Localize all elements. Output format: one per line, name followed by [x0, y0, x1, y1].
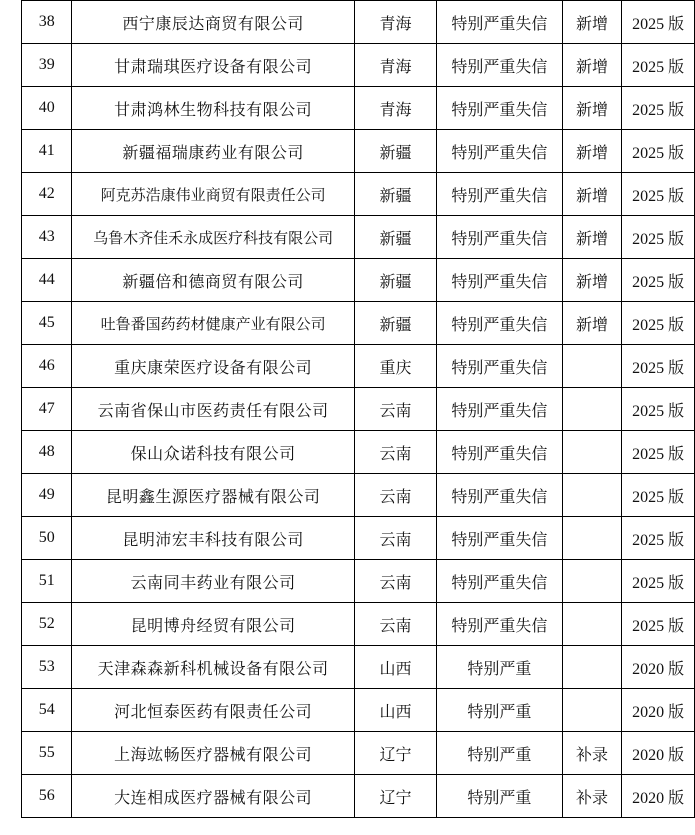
company-name-cell: 河北恒泰医药有限责任公司: [72, 689, 354, 732]
note-cell: 补录: [562, 732, 622, 775]
note-cell: 新增: [562, 87, 622, 130]
company-name-cell: 天津森森新科机械设备有限公司: [72, 646, 354, 689]
version-cell: 2025 版: [622, 388, 695, 431]
serial-number-cell: 47: [22, 388, 72, 431]
credit-level-cell: 特别严重失信: [437, 517, 563, 560]
company-name-cell: 昆明鑫生源医疗器械有限公司: [72, 474, 354, 517]
note-cell: 新增: [562, 259, 622, 302]
version-cell: 2025 版: [622, 259, 695, 302]
credit-level-cell: 特别严重: [437, 775, 563, 818]
note-cell: 补录: [562, 775, 622, 818]
serial-number-cell: 39: [22, 44, 72, 87]
company-name-cell: 云南同丰药业有限公司: [72, 560, 354, 603]
table-row: [22, 87, 695, 130]
credit-level-cell: 特别严重失信: [437, 259, 563, 302]
company-name-cell: 昆明沛宏丰科技有限公司: [72, 517, 354, 560]
serial-number-cell: 41: [22, 130, 72, 173]
serial-number-cell: 55: [22, 732, 72, 775]
province-cell: 云南: [354, 388, 436, 431]
table-row: [22, 732, 695, 775]
table-row: [22, 259, 695, 302]
serial-number-cell: 56: [22, 775, 72, 818]
note-cell: [562, 603, 622, 646]
table-row: [22, 302, 695, 345]
company-name-cell: 甘肃瑞琪医疗设备有限公司: [72, 44, 354, 87]
table-row: [22, 603, 695, 646]
serial-number-cell: 51: [22, 560, 72, 603]
credit-level-cell: 特别严重失信: [437, 130, 563, 173]
note-cell: [562, 431, 622, 474]
table-row: [22, 173, 695, 216]
province-cell: 山西: [354, 646, 436, 689]
serial-number-cell: 49: [22, 474, 72, 517]
credit-level-cell: 特别严重失信: [437, 560, 563, 603]
company-name-cell: 西宁康辰达商贸有限公司: [72, 1, 354, 44]
province-cell: 新疆: [354, 302, 436, 345]
province-cell: 新疆: [354, 259, 436, 302]
version-cell: 2025 版: [622, 87, 695, 130]
credit-level-cell: 特别严重失信: [437, 87, 563, 130]
serial-number-cell: 46: [22, 345, 72, 388]
credit-level-cell: 特别严重失信: [437, 474, 563, 517]
serial-number-cell: 40: [22, 87, 72, 130]
table-row: [22, 560, 695, 603]
serial-number-cell: 38: [22, 1, 72, 44]
table-row: [22, 130, 695, 173]
table-row: [22, 775, 695, 818]
credit-level-cell: 特别严重失信: [437, 216, 563, 259]
version-cell: 2025 版: [622, 345, 695, 388]
company-name-cell: 大连相成医疗器械有限公司: [72, 775, 354, 818]
credit-level-cell: 特别严重失信: [437, 173, 563, 216]
version-cell: 2020 版: [622, 775, 695, 818]
version-cell: 2025 版: [622, 130, 695, 173]
note-cell: [562, 689, 622, 732]
note-cell: [562, 646, 622, 689]
table-body: [22, 1, 695, 818]
table-row: [22, 388, 695, 431]
credit-level-cell: 特别严重: [437, 646, 563, 689]
company-name-cell: 上海竑畅医疗器械有限公司: [72, 732, 354, 775]
note-cell: 新增: [562, 302, 622, 345]
province-cell: 云南: [354, 603, 436, 646]
version-cell: 2020 版: [622, 646, 695, 689]
company-name-cell: 甘肃鸿林生物科技有限公司: [72, 87, 354, 130]
table-row: [22, 345, 695, 388]
province-cell: 青海: [354, 44, 436, 87]
version-cell: 2025 版: [622, 173, 695, 216]
version-cell: 2025 版: [622, 431, 695, 474]
note-cell: [562, 560, 622, 603]
note-cell: 新增: [562, 216, 622, 259]
credit-level-cell: 特别严重失信: [437, 603, 563, 646]
serial-number-cell: 42: [22, 173, 72, 216]
serial-number-cell: 54: [22, 689, 72, 732]
version-cell: 2025 版: [622, 474, 695, 517]
table-row: [22, 517, 695, 560]
province-cell: 新疆: [354, 216, 436, 259]
credit-level-cell: 特别严重失信: [437, 302, 563, 345]
company-name-cell: 乌鲁木齐佳禾永成医疗科技有限公司: [72, 216, 354, 259]
credit-list-table: [21, 0, 695, 818]
province-cell: 云南: [354, 560, 436, 603]
serial-number-cell: 45: [22, 302, 72, 345]
note-cell: [562, 388, 622, 431]
company-name-cell: 云南省保山市医药责任有限公司: [72, 388, 354, 431]
province-cell: 青海: [354, 87, 436, 130]
note-cell: 新增: [562, 130, 622, 173]
serial-number-cell: 50: [22, 517, 72, 560]
credit-level-cell: 特别严重: [437, 689, 563, 732]
table-row: [22, 216, 695, 259]
province-cell: 山西: [354, 689, 436, 732]
table-row: [22, 44, 695, 87]
company-name-cell: 新疆福瑞康药业有限公司: [72, 130, 354, 173]
note-cell: 新增: [562, 44, 622, 87]
version-cell: 2025 版: [622, 1, 695, 44]
note-cell: [562, 517, 622, 560]
credit-level-cell: 特别严重失信: [437, 388, 563, 431]
province-cell: 青海: [354, 1, 436, 44]
province-cell: 新疆: [354, 130, 436, 173]
serial-number-cell: 53: [22, 646, 72, 689]
serial-number-cell: 43: [22, 216, 72, 259]
version-cell: 2025 版: [622, 302, 695, 345]
province-cell: 云南: [354, 431, 436, 474]
company-name-cell: 吐鲁番国药药材健康产业有限公司: [72, 302, 354, 345]
note-cell: 新增: [562, 1, 622, 44]
note-cell: [562, 474, 622, 517]
province-cell: 辽宁: [354, 732, 436, 775]
version-cell: 2020 版: [622, 732, 695, 775]
note-cell: 新增: [562, 173, 622, 216]
version-cell: 2025 版: [622, 517, 695, 560]
company-name-cell: 保山众诺科技有限公司: [72, 431, 354, 474]
company-name-cell: 阿克苏浩康伟业商贸有限责任公司: [72, 173, 354, 216]
note-cell: [562, 345, 622, 388]
version-cell: 2025 版: [622, 560, 695, 603]
province-cell: 云南: [354, 474, 436, 517]
company-name-cell: 新疆倍和德商贸有限公司: [72, 259, 354, 302]
province-cell: 新疆: [354, 173, 436, 216]
province-cell: 辽宁: [354, 775, 436, 818]
table-row: [22, 689, 695, 732]
province-cell: 云南: [354, 517, 436, 560]
serial-number-cell: 48: [22, 431, 72, 474]
table-row: [22, 431, 695, 474]
table-row: [22, 1, 695, 44]
serial-number-cell: 44: [22, 259, 72, 302]
credit-level-cell: 特别严重失信: [437, 431, 563, 474]
province-cell: 重庆: [354, 345, 436, 388]
credit-level-cell: 特别严重: [437, 732, 563, 775]
company-name-cell: 重庆康荣医疗设备有限公司: [72, 345, 354, 388]
serial-number-cell: 52: [22, 603, 72, 646]
credit-level-cell: 特别严重失信: [437, 345, 563, 388]
table-row: [22, 646, 695, 689]
credit-level-cell: 特别严重失信: [437, 1, 563, 44]
version-cell: 2020 版: [622, 689, 695, 732]
version-cell: 2025 版: [622, 44, 695, 87]
version-cell: 2025 版: [622, 603, 695, 646]
version-cell: 2025 版: [622, 216, 695, 259]
credit-level-cell: 特别严重失信: [437, 44, 563, 87]
company-name-cell: 昆明博舟经贸有限公司: [72, 603, 354, 646]
table-row: [22, 474, 695, 517]
